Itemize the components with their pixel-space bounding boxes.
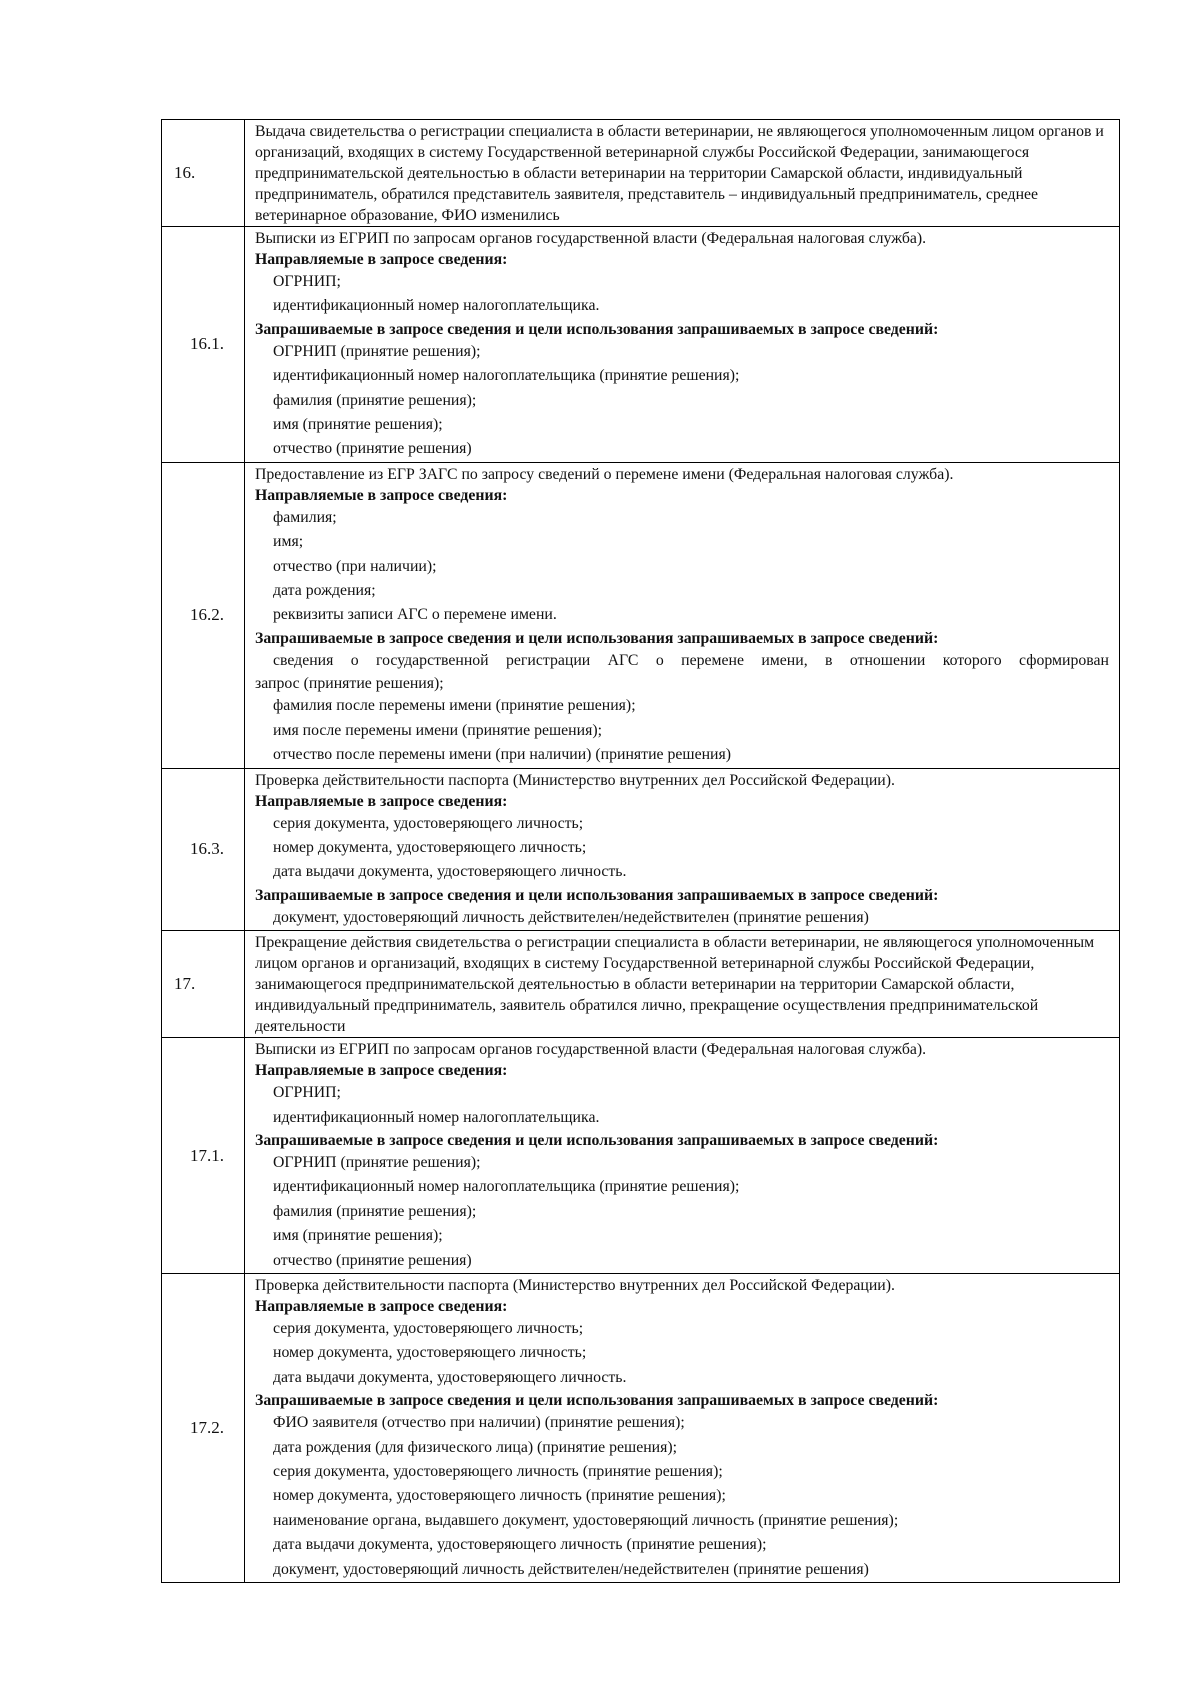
sent-heading: Направляемые в запросе сведения: bbox=[255, 486, 508, 504]
sent-item: серия документа, удостоверяющего личность; bbox=[273, 814, 584, 832]
request-intro: Выписки из ЕГРИП по запросам органов государственной власти (Федеральная налоговая служба). bbox=[255, 230, 927, 247]
row-content bbox=[245, 1273, 1120, 1582]
sent-item: реквизиты записи АГС о перемене имени. bbox=[273, 606, 557, 624]
requested-item: отчество после перемены имени (при наличии) (принятие решения) bbox=[273, 746, 732, 764]
row-content bbox=[245, 768, 1120, 931]
requested-item: отчество (принятие решения) bbox=[273, 1251, 472, 1269]
request-intro: Выписки из ЕГРИП по запросам органов государственной власти (Федеральная налоговая служба). bbox=[255, 1041, 927, 1059]
requested-item: имя (принятие решения); bbox=[273, 416, 443, 434]
sent-item: дата выдачи документа, удостоверяющего личность. bbox=[273, 1368, 627, 1386]
sent-heading: Направляемые в запросе сведения: bbox=[255, 1297, 508, 1315]
sent-item: ОГРНИП; bbox=[273, 1084, 341, 1102]
requested-heading: Запрашиваемые в запросе сведения и цели использования запрашиваемых в запросе сведений: bbox=[255, 320, 939, 338]
requested-item: ОГРНИП (принятие решения); bbox=[273, 1153, 481, 1171]
requested-item: имя (принятие решения); bbox=[273, 1227, 443, 1245]
requested-item: фамилия (принятие решения); bbox=[273, 391, 477, 409]
requested-item: дата выдачи документа, удостоверяющего личность (принятие решения); bbox=[273, 1536, 767, 1554]
requested-item: фамилия (принятие решения); bbox=[273, 1202, 477, 1220]
requested-heading: Запрашиваемые в запросе сведения и цели использования запрашиваемых в запросе сведений: bbox=[255, 1131, 939, 1149]
requested-item: номер документа, удостоверяющего личность (принятие решения); bbox=[273, 1487, 726, 1505]
section-row bbox=[162, 120, 1120, 227]
requested-item: имя после перемены имени (принятие решения); bbox=[273, 721, 602, 739]
row-number: 17.1. bbox=[162, 1038, 245, 1274]
row-number: 16.2. bbox=[162, 462, 245, 768]
request-intro: Проверка действительности паспорта (Министерство внутренних дел Российской Федерации). bbox=[255, 771, 895, 789]
requested-heading: Запрашиваемые в запросе сведения и цели использования запрашиваемых в запросе сведений: bbox=[255, 886, 939, 904]
sent-item: дата рождения; bbox=[273, 582, 376, 600]
sent-item: фамилия; bbox=[273, 508, 337, 526]
requested-item: ОГРНИП (принятие решения); bbox=[273, 342, 481, 360]
sent-item: дата выдачи документа, удостоверяющего личность. bbox=[273, 863, 627, 881]
requested-item: фамилия после перемены имени (принятие решения); bbox=[273, 697, 636, 715]
requested-item: идентификационный номер налогоплательщика (принятие решения); bbox=[273, 1178, 740, 1196]
sent-item: серия документа, удостоверяющего личность; bbox=[273, 1319, 584, 1337]
sent-item: идентификационный номер налогоплательщика. bbox=[273, 1108, 600, 1126]
sent-item: номер документа, удостоверяющего личность; bbox=[273, 838, 587, 856]
row-number: 16. bbox=[162, 120, 245, 227]
row-content bbox=[245, 1038, 1120, 1274]
sent-item: отчество (при наличии); bbox=[273, 557, 437, 575]
request-intro: Предоставление из ЕГР ЗАГС по запросу сведений о перемене имени (Федеральная налоговая служба). bbox=[255, 465, 954, 483]
row-number: 17.2. bbox=[162, 1273, 245, 1582]
document-table bbox=[161, 119, 1120, 1583]
sent-heading: Направляемые в запросе сведения: bbox=[255, 251, 508, 268]
subsection-row bbox=[162, 768, 1120, 931]
row-content bbox=[245, 462, 1120, 768]
subsection-row bbox=[162, 462, 1120, 768]
requested-item-continuation: запрос (принятие решения); bbox=[255, 675, 444, 693]
section-title: Прекращение действия свидетельства о регистрации специалиста в области ветеринарии, не являющегося уполномоченным лицом органов и организаций, входящих в систему Государственной ветеринарной службы Российской Федерации, занимающегося предпринимательской деятельностью в области ветеринарии на территории Самарской области, индивидуальный предприниматель, заявитель обратился лично, прекращение осуществления предпринимательской деятельности bbox=[255, 934, 1095, 1036]
section-title: Выдача свидетельства о регистрации специалиста в области ветеринарии, не являющегося уполномоченным лицом органов и организаций, входящих в систему Государственной ветеринарной службы Российской Федерации, занимающегося предпринимательской деятельностью в области ветеринарии на территории Самарской области, индивидуальный предприниматель, обратился представитель заявителя, представитель – индивидуальный предприниматель, среднее ветеринарное образование, ФИО изменились bbox=[255, 123, 1104, 224]
requested-item: дата рождения (для физического лица) (принятие решения); bbox=[273, 1438, 678, 1456]
sent-heading: Направляемые в запросе сведения: bbox=[255, 792, 508, 810]
document-table-body bbox=[162, 120, 1120, 1583]
row-number: 17. bbox=[162, 931, 245, 1038]
requested-item: документ, удостоверяющий личность действителен/недействителен (принятие решения) bbox=[273, 1560, 869, 1578]
requested-item: сведения о государственной регистрации АГС о перемене имени, в отношении которого сформирован bbox=[273, 651, 1109, 669]
sent-item: идентификационный номер налогоплательщика. bbox=[273, 297, 600, 315]
row-content bbox=[245, 227, 1120, 463]
requested-item: ФИО заявителя (отчество при наличии) (принятие решения); bbox=[273, 1414, 685, 1432]
sent-heading: Направляемые в запросе сведения: bbox=[255, 1062, 508, 1080]
sent-item: имя; bbox=[273, 533, 304, 551]
requested-item: идентификационный номер налогоплательщика (принятие решения); bbox=[273, 367, 740, 385]
subsection-row bbox=[162, 227, 1120, 463]
section-row bbox=[162, 931, 1120, 1038]
sent-item: номер документа, удостоверяющего личность; bbox=[273, 1344, 587, 1362]
sent-item: ОГРНИП; bbox=[273, 273, 341, 290]
requested-item: наименование органа, выдавшего документ, удостоверяющий личность (принятие решения); bbox=[273, 1511, 899, 1529]
subsection-row bbox=[162, 1038, 1120, 1274]
row-content bbox=[245, 120, 1120, 227]
requested-heading: Запрашиваемые в запросе сведения и цели использования запрашиваемых в запросе сведений: bbox=[255, 1392, 939, 1410]
requested-item: документ, удостоверяющий личность действителен/недействителен (принятие решения) bbox=[273, 908, 869, 926]
row-number: 16.1. bbox=[162, 227, 245, 463]
requested-heading: Запрашиваемые в запросе сведения и цели использования запрашиваемых в запросе сведений: bbox=[255, 629, 939, 647]
row-content bbox=[245, 931, 1120, 1038]
subsection-row bbox=[162, 1273, 1120, 1582]
request-intro: Проверка действительности паспорта (Министерство внутренних дел Российской Федерации). bbox=[255, 1276, 895, 1294]
requested-item: отчество (принятие решения) bbox=[273, 440, 472, 458]
requested-item: серия документа, удостоверяющего личность (принятие решения); bbox=[273, 1463, 723, 1480]
row-number: 16.3. bbox=[162, 768, 245, 931]
